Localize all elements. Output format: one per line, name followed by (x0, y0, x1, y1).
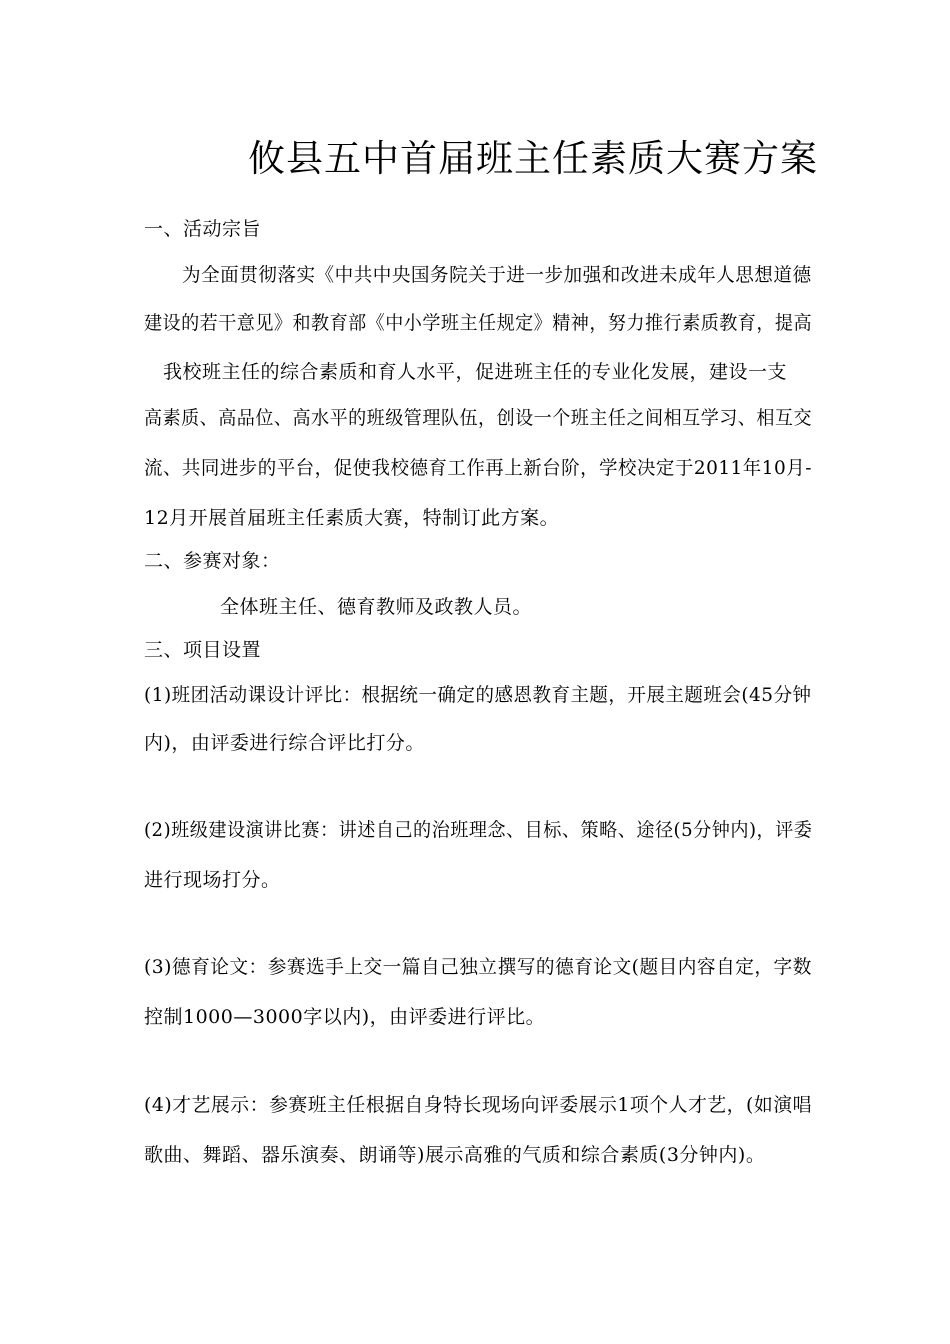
item-line: 内)，由评委进行综合评比打分。 (144, 732, 425, 754)
paragraph-line: 流、共同进步的平台，促使我校德育工作再上新台阶，学校决定于2011年10月- (144, 457, 812, 479)
section-heading-items: 三、项目设置 (144, 639, 262, 661)
paragraph-line: 12月开展首届班主任素质大赛，特制订此方案。 (144, 507, 560, 529)
participants-text: 全体班主任、德育教师及政教人员。 (220, 596, 533, 618)
item-line: (2)班级建设演讲比赛：讲述自己的治班理念、目标、策略、途径(5分钟内)，评委 (144, 819, 813, 841)
item-line: (3)德育论文：参赛选手上交一篇自己独立撰写的德育论文(题目内容自定，字数 (144, 956, 812, 978)
paragraph-line: 高素质、高品位、高水平的班级管理队伍，创设一个班主任之间相互学习、相互交 (144, 407, 813, 429)
section-heading-purpose: 一、活动宗旨 (144, 218, 262, 240)
section-heading-participants: 二、参赛对象： (144, 550, 281, 572)
paragraph-line: 建设的若干意见》和教育部《中小学班主任规定》精神，努力推行素质教育，提高 (144, 312, 813, 334)
item-line: 控制1000—3000字以内)，由评委进行评比。 (144, 1006, 546, 1028)
paragraph-line: 我校班主任的综合素质和育人水平，促进班主任的专业化发展，建设一支 (163, 361, 788, 383)
document-title: 攸县五中首届班主任素质大赛方案 (248, 137, 818, 180)
paragraph-line: 为全面贯彻落实《中共中央国务院关于进一步加强和改进未成年人思想道德 (182, 264, 812, 286)
item-line: 进行现场打分。 (144, 869, 281, 891)
item-line: (4)才艺展示：参赛班主任根据自身特长现场向评委展示1项个人才艺，(如演唱 (144, 1094, 812, 1116)
item-line: 歌曲、舞蹈、器乐演奏、朗诵等)展示高雅的气质和综合素质(3分钟内)。 (144, 1144, 766, 1166)
item-line: (1)班团活动课设计评比：根据统一确定的感恩教育主题，开展主题班会(45分钟 (144, 684, 812, 706)
